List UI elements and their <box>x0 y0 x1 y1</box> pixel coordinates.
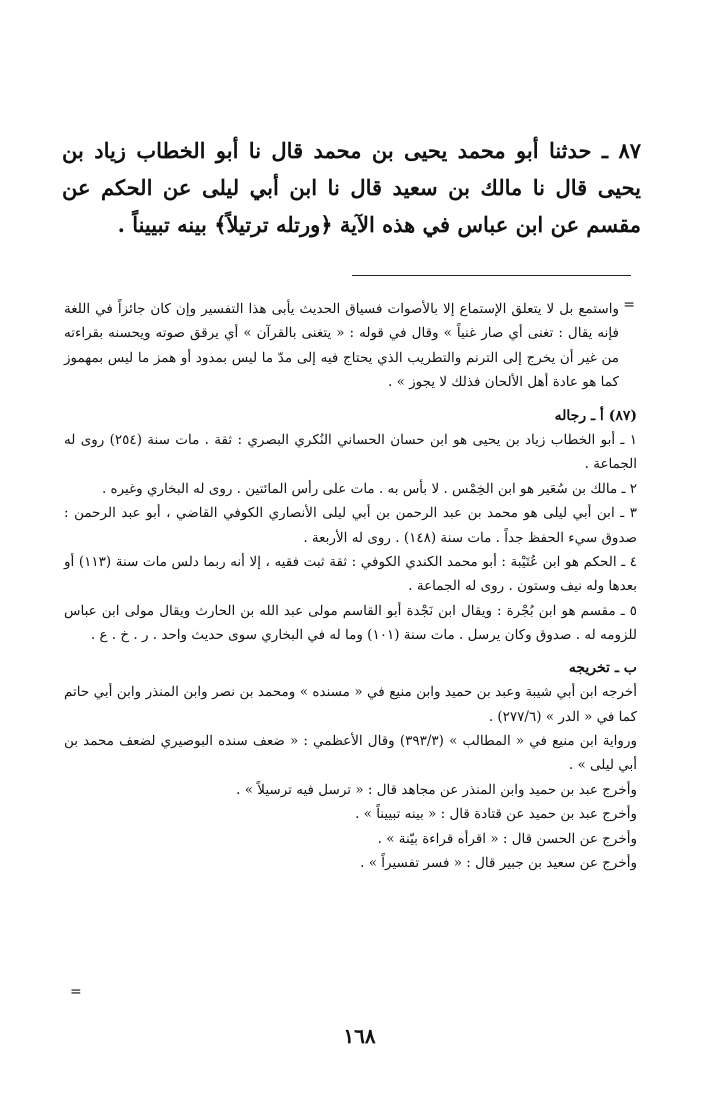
narrator-item: ١ ـ أبو الخطاب زياد بن يحيى هو ابن حسان الحساني النُكري البصري : ثقة . مات سنة (٢٥٤) روى له الجماعة . <box>64 432 637 473</box>
footnote-continued: واستمع بل لا يتعلق الإستماع إلا بالأصوات فسياق الحديث يأبى هذا التفسير وإن كان جائزاً في اللغة فإنه يقال : تغنى أي صار غنياً » وقال في قوله : « يتغنى بالقرآن » أي يرقق صوته ويحسنه بقراءته من غير أن يخرج إلى الترنم والتطريب الذي يحتاج فيه إلى مدّ ما ليس بمدود أو همز ما ليس بمهموز كما هو عادة أهل الألحان فذلك لا يجوز » . <box>64 301 619 391</box>
page-number: ١٦٨ <box>343 1024 376 1048</box>
takhrij-item: وأخرج عن سعيد بن جبير قال : « فسر تفسيراً » . <box>360 854 637 871</box>
takhrij-item: أخرجه ابن أبي شيبة وعبد بن حميد وابن منيع في « مسنده » ومحمد بن نصر وابن المنذر وابن أبي حاتم كما في « الدر » (٢٧٧/٦) . <box>64 684 637 725</box>
main-paragraph: ٨٧ ـ حدثنا أبو محمد يحيى بن محمد قال نا أبو الخطاب زياد بن يحيى قال نا مالك بن سعيد قال نا ابن أبي ليلى عن الحكم عن مقسم عن ابن عباس في هذه الآية ﴿ورتله ترتيلاً﴾ بينه تبييناً . <box>62 138 641 237</box>
continuation-marker-bottom: = <box>70 984 82 1000</box>
main-text <box>62 132 641 243</box>
takhrij-item: ورواية ابن منيع في « المطالب » (٣٩٣/٣) وقال الأعظمي : « ضعف سنده البوصيري لضعف محمد بن أبي ليلى » . <box>64 732 637 774</box>
continuation-marker-top: = <box>623 297 635 313</box>
narrator-item: ٣ ـ ابن أبي ليلى هو محمد بن عبد الرحمن بن أبي ليلى الأنصاري الكوفي القاضي ، أبو عبد الرحمن : صدوق سيء الحفظ جداً . مات سنة (١٤٨) . روى له الأربعة . <box>64 505 637 546</box>
takhrij-item: وأخرج عبد بن حميد عن قتادة قال : « بينه تبييناً » . <box>355 806 637 823</box>
takhrij-item: وأخرج عن الحسن قال : « اقرأه قراءة بيّنة » . <box>377 830 637 847</box>
narrator-item: ٢ ـ مالك بن سُعَير هو ابن الخِمْس . لا بأس به . مات على رأس المائتين . روى له البخاري وغيره . <box>101 480 637 497</box>
takhrij-heading: ب ـ تخريجه <box>568 659 637 676</box>
takhrij-item: وأخرج عبد بن حميد وابن المنذر عن مجاهد قال : « ترسل فيه ترسيلاً » . <box>236 781 637 798</box>
narrators-heading: (٨٧) أ ـ رجاله <box>554 407 637 424</box>
narrator-item: ٥ ـ مقسم هو ابن بُجْرة : ويقال ابن نَجْدة أبو القاسم مولى عبد الله بن الحارث ويقال مولى ابن عباس للزومه له . صدوق وكان يرسل . مات سنة (١٠١) وما له في البخاري سوى حديث واحد . ر . خ . ع . <box>64 602 637 644</box>
footnote-separator <box>352 275 631 276</box>
footnotes <box>64 297 637 875</box>
narrator-item: ٤ ـ الحكم هو ابن عُتَيْبة : أبو محمد الكندي الكوفي : ثقة ثبت فقيه ، إلا أنه ربما دلس مات سنة (١١٣) أو بعدها وله نيف وستون . روى له الجماعة . <box>64 554 637 595</box>
